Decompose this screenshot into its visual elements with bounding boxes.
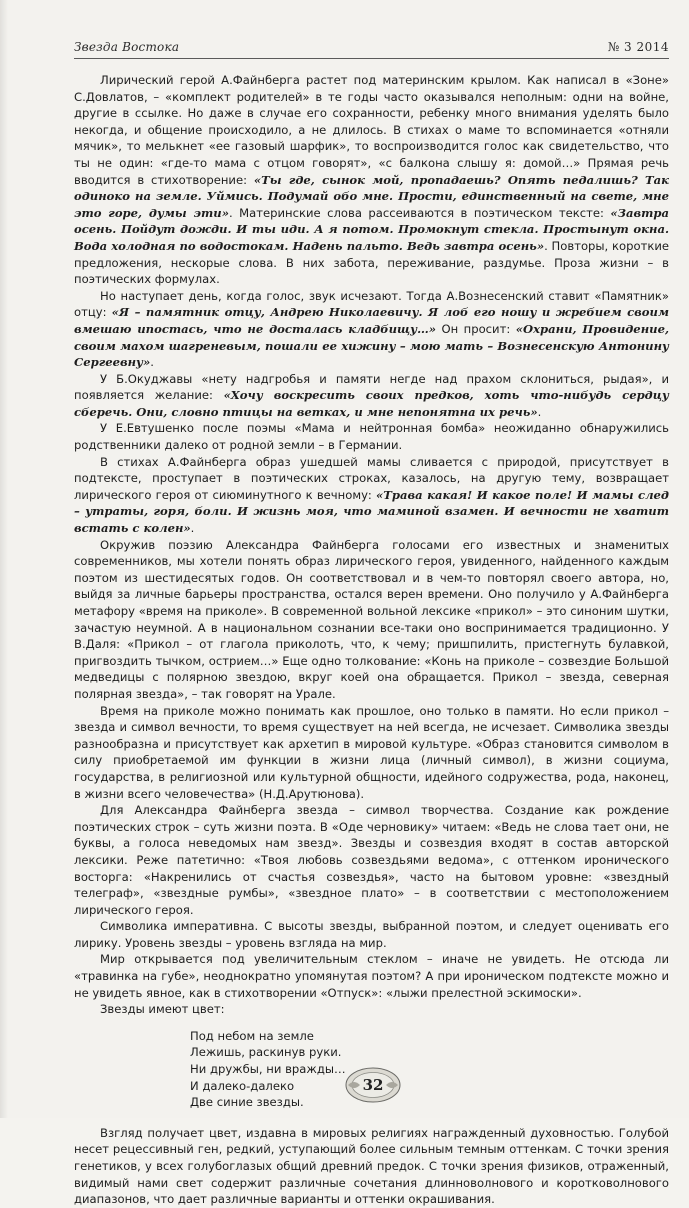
quote-text: «Хочу воскресить своих предков, хоть что-нибудь сердцу сберечь. Они, словно птицы на ветках, и мне непонятна их речь»	[74, 388, 669, 419]
paragraph	[74, 1001, 669, 1018]
issue-number: № 3 2014	[607, 40, 669, 54]
magazine-title: Звезда Востока	[74, 40, 180, 54]
paragraph-text: .	[150, 355, 154, 370]
paragraph-text: У Б.Окуджавы «нету надгробья и памяти негде над прахом склониться, рыдая», и появляется желание:	[74, 371, 669, 403]
paragraph	[74, 951, 669, 1001]
poem-line: Ни дружбы, ни вражды…	[190, 1062, 346, 1077]
quote-text: «Трава какая! И какое поле! И мамы след – утраты, горя, боли. И жизнь моя, что маминой взамен. И вечности не хватит встать с колен»	[74, 487, 669, 536]
poem-line: Две синие звезды.	[190, 1095, 304, 1110]
paragraph-text: .	[537, 404, 542, 419]
paragraph	[74, 802, 669, 918]
paragraph-text: Он просит:	[435, 321, 516, 336]
paragraph	[74, 454, 669, 537]
page-number: 32	[362, 1076, 384, 1094]
paragraph	[74, 420, 669, 453]
paragraph-text: Лирический герой А.Файнберга растет под материнским крылом. Как написал в «Зоне» С.Довлатов, – «комплект родителей» в те годы часто оказывался неполным: одни на войне, другие в ссылке. Но даже в случае его сохранности, ребенку много внимания уделять было некогда, и общение происходило, а не длилось. В стихах о маме то вспоминается «отняли мячик», то мелькнет «ее газовый шарфик», то воспроизводится голос как свидетельство, что ты не один: «где-то мама с отцом говорят», «с балкона слышу я: домой…» Прямая речь вводится в стихотворение:	[74, 73, 669, 187]
article-body	[74, 72, 669, 1208]
poem-line: Лежишь, раскинув руки.	[190, 1045, 342, 1060]
paragraph-text: Символика императивна. С высоты звезды, выбранной поэтом, и следует оценивать его лирику. Уровень звезды – уровень взгляда на мир.	[74, 919, 669, 950]
paragraph-text: Окружив поэзию Александра Файнберга голосами его известных и знаменитых современников, мы хотели понять образ лирического героя, увиденного, найденного каждым поэтом из шестидесятых годов. Он соответствовал и в чем-то повторял своего автора, но, выйдя за личные барьеры пространства, остался верен времени. Оно получило у А.Файнберга метафору «время на приколе». В современной вольной лексике «прикол» – это синоним шутки, зачастую неумной. А в национальном сознании все-таки оно воспринимается традиционно. У В.Даля: «Прикол – от глагола приколоть, что, к чему; пришпилить, пристегнуть булавкой, пригвоздить тычком, острием…» Еще одно толкование: «Конь на приколе – созвездие Большой медведицы с полярною звездою, вкруг коей она обращается. Прикол – звезда, северная полярная звезда», – так говорят на Урале.	[74, 537, 669, 701]
paragraph-text: Звезды имеют цвет:	[100, 1002, 225, 1017]
paragraph	[74, 537, 669, 703]
paragraph	[74, 371, 669, 421]
page-number-badge	[344, 1066, 402, 1104]
paragraph	[74, 72, 669, 288]
poem-quote	[190, 1028, 669, 1111]
paragraph-text: Но наступает день, когда голос, звук исчезают. Тогда А.Вознесенский ставит «Памятник» отцу:	[74, 288, 669, 320]
quote-text: «Ты где, сынок мой, пропадаешь? Опять педалишь? Так одиноко на земле. Уймись. Подумай обо мне. Прости, единственный на свете, мне это горе, думы эти»	[74, 172, 669, 220]
paragraph	[74, 703, 669, 803]
paragraph-text: В стихах А.Файнберга образ ушедшей мамы сливается с природой, присутствует в подтексте, проступает в поэтических строках, казалось, на другую тему, возвращает лирического героя от сиюминутного к вечному:	[74, 454, 669, 502]
closing-paragraph: Взгляд получает цвет, издавна в мировых религиях награжденный духовностью. Голубой несет рецессивный ген, редкий, уступающий более сильным темным оттенкам. С точки зрения генетиков, у всех голубоглазых общий древний предок. С точки зрения физиков, отраженный, видимый нами свет содержит различные сочетания длинноволнового и коротковолнового диапазонов, что дает различные варианты и оттенки окрашивания.	[74, 1125, 669, 1207]
poem-line: И далеко-далеко	[190, 1078, 295, 1093]
paragraph-text: Для Александра Файнберга звезда – символ творчества. Создание как рождение поэтических строк – суть жизни поэта. В «Оде черновику» читаем: «Ведь не слова тает они, не буквы, а голоса неведомых нам звезд». Звезды и созвездия входят в состав авторской лексики. Реже патетично: «Твоя любовь созвездьями ведома», с оттенком иронического восторга: «Накренились от счастья созвездья», часто на бытовом уровне: «звездный телеграф», «звездные румбы», «звездное плато» – в соответствии с местоположением лирического героя.	[74, 803, 669, 917]
paragraph-text: У Е.Евтушенко после поэмы «Мама и нейтронная бомба» неожиданно обнаружились родственники далеко от родной земли – в Германии.	[74, 421, 669, 453]
paragraphs-container	[74, 72, 669, 1018]
quote-text: «Завтра осень. Пойдут дожди. И ты иди. А я потом. Промокнут стекла. Простынут окна. Вода холодная по водостокам. Надень пальто. Ведь завтра осень»	[74, 205, 669, 253]
paragraph-text: . Повторы, короткие предложения, нескорые слова. В них забота, переживание, раздумье. Проза жизни – в поэтических формулах.	[74, 238, 670, 287]
paragraph	[74, 918, 669, 951]
quote-text: «Я – памятник отцу, Андрею Николаевичу. Я лоб его ношу и жребием своим вмешаю ипостась, что не досталась кладбищу…»	[74, 305, 669, 336]
quote-text: «Охрани, Провидение, своим махом шагреневым, пошали ее хижину – мою мать – Вознесенскую Антонину Сергеевну»	[74, 321, 669, 370]
paragraph-text: . Материнские слова рассеиваются в поэтическом тексте:	[228, 205, 611, 220]
poem-line: Под небом на земле	[190, 1028, 314, 1043]
running-header	[74, 38, 669, 59]
paragraph-text: Мир открывается под увеличительным стеклом – иначе не увидеть. Не отсюда ли «травинка на губе», неоднократно упомянутая поэтом? А при ироническом подтексте можно и не увидеть явное, как в стихотворении «Отпуск»: «лыжи прелестной эскимоски».	[74, 952, 669, 1000]
paragraph-text: .	[190, 521, 195, 536]
paragraph-text: Время на приколе можно понимать как прошлое, оно только в памяти. Но если прикол – звезда и символ вечности, то время существует на ней всегда, не исчезает. Символика звезды разнообразна и присутствует как архетип в мировой культуре. «Образ становится символом в силу приобретаемой им функции в жизни лица (личный символ), в жизни социума, государства, в религиозной или культурной общности, идейного содружества, рода, наконец, в жизни всего человечества» (Н.Д.Арутюнова).	[74, 703, 669, 801]
paragraph	[74, 288, 669, 371]
